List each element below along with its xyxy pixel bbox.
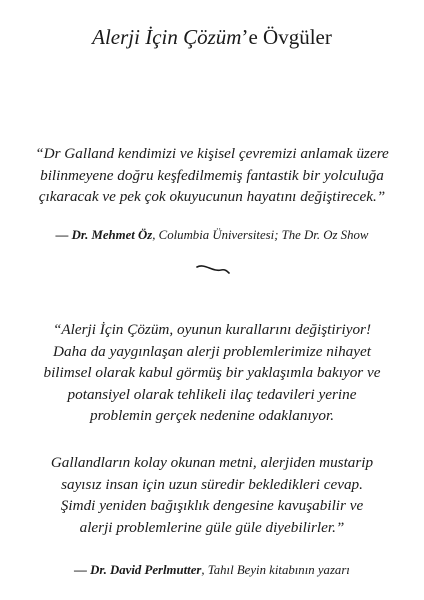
quote-line: Daha da yaygınlaşan alerji problemlerimize nihayet (53, 342, 371, 360)
attribution-1 (0, 227, 424, 243)
quote-line: Şimdi yeniden bağışıklık dengesine kavuşabilir ve (60, 497, 364, 514)
quote-line: Gallandların kolay okunan metni, alerjiden mustarip (50, 454, 374, 471)
praise-quote-2-paragraph-2 (6, 452, 418, 538)
ornamental-divider (196, 264, 230, 274)
quote-line: problemin gerçek nedenine odaklanıyor. (89, 407, 335, 424)
quote-line: potansiyel olarak tehlikeli ilaç tedavileri yerine (67, 385, 357, 403)
attribution-affiliation: , Tahıl Beyin kitabının yazarı (201, 563, 350, 577)
quote-line: sayısız insan için uzun süredir bekledikleri cevap. (61, 475, 363, 493)
praise-quote-2-paragraph-1 (6, 319, 418, 427)
quote-line: “Alerji İçin Çözüm, oyunun kurallarını değiştiriyor! (52, 321, 372, 338)
page-title (0, 24, 424, 50)
quote-line: çıkaracak ve pek çok okuyucunun hayatını değiştirecek.” (38, 188, 386, 205)
quote-line: bilinmeyene doğru keşfedilmemiş fantastik bir yolculuğa (40, 166, 384, 184)
attribution-2 (0, 562, 424, 578)
attribution-name: — Dr. Mehmet Öz (55, 228, 153, 242)
quote-line: alerji problemlerine güle güle diyebilirler.” (79, 518, 345, 536)
quote-line: bilimsel olarak kabul görmüş bir yaklaşımla bakıyor ve (43, 364, 381, 381)
book-title: Alerji İçin Çözüm (92, 25, 242, 49)
praise-quote-1 (6, 143, 418, 208)
attribution-affiliation: , Columbia Üniversitesi; The Dr. Oz Show (152, 228, 369, 242)
title-suffix: ’e Övgüler (241, 25, 332, 49)
quote-line: “Dr Galland kendimizi ve kişisel çevremizi anlamak üzere (35, 145, 389, 162)
attribution-name: — Dr. David Perlmutter (74, 563, 202, 577)
